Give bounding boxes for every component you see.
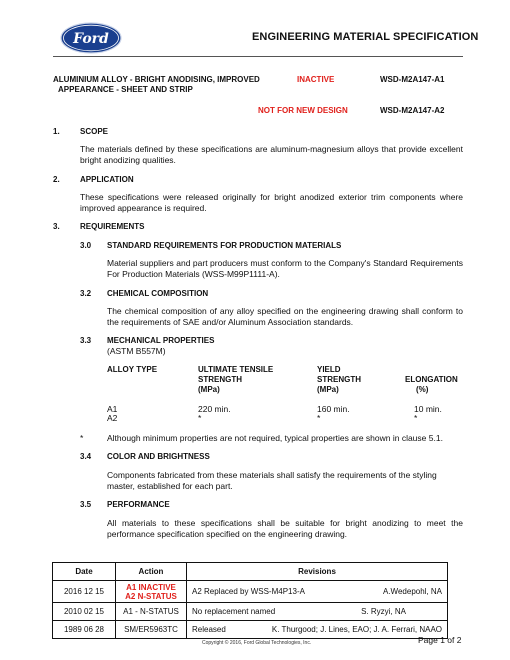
col-header-elongation-unit: (%) (416, 385, 429, 394)
revision-action (116, 581, 187, 603)
subsection-text-standard-requirements: Material suppliers and part producers must conform to the Company's Standard Requirements For Production Materials (WSS-M99P1111-A). (107, 258, 463, 279)
col-header-alloy-type: ALLOY TYPE (107, 365, 158, 374)
table-row (53, 603, 448, 621)
revision-author: S. Ryzyi, NA (361, 607, 406, 616)
revision-action: A1 - N-STATUS (116, 603, 187, 621)
svg-text:Ford: Ford (73, 31, 109, 47)
table-cell-alloy: A2 (107, 413, 118, 423)
copyright-notice: Copyright © 2016, Ford Global Technologies, Inc. (202, 640, 312, 646)
spec-code-a1: WSD-M2A147-A1 (380, 75, 445, 84)
subsection-title-standard-requirements: STANDARD REQUIREMENTS FOR PRODUCTION MATERIALS (107, 241, 342, 250)
subsection-number: 3.0 (80, 241, 92, 250)
col-header-ys-line2: STRENGTH (317, 375, 361, 384)
table-cell-uts: * (198, 413, 202, 423)
revision-author: K. Thurgood; J. Lines, EAO; J. A. Ferrari, NAAO (271, 625, 442, 634)
section-number: 3. (53, 222, 60, 231)
revisions-header-revisions: Revisions (187, 563, 448, 581)
section-text-application: These specifications were released originally for bright anodized exterior trim components where improved appearance is required. (80, 192, 463, 213)
revisions-table (52, 562, 448, 639)
revision-description-cell (187, 603, 448, 621)
revision-action-line2: A2 N-STATUS (125, 591, 177, 601)
subsection-title-performance: PERFORMANCE (107, 500, 170, 509)
revision-description-cell (187, 621, 448, 639)
section-number: 2. (53, 175, 60, 184)
revisions-header-action: Action (116, 563, 187, 581)
spec-code-a2: WSD-M2A147-A2 (380, 106, 445, 115)
section-text-scope: The materials defined by these specifications are aluminum-magnesium alloys that provide excellent bright anodizing qualities. (80, 144, 463, 165)
subsection-number: 3.4 (80, 452, 92, 461)
revision-description: Released (192, 625, 226, 634)
subsection-text-performance: All materials to these specifications shall be suitable for bright anodizing to meet the performance specification specified on the engineering drawing. (107, 518, 463, 539)
subsection-subtitle-astm: (ASTM B557M) (107, 346, 166, 356)
section-title-application: APPLICATION (80, 175, 134, 184)
revision-author: A.Wedepohl, NA (383, 587, 442, 596)
ford-oval-icon (60, 22, 122, 54)
subsection-number: 3.2 (80, 289, 92, 298)
footnote-marker: * (80, 433, 84, 443)
section-title-requirements: REQUIREMENTS (80, 222, 145, 231)
table-cell-uts: 220 min. (198, 404, 231, 414)
subsection-number: 3.3 (80, 336, 92, 345)
col-header-ys-line1: YIELD (317, 365, 341, 374)
revision-action-line1: A1 INACTIVE (126, 582, 176, 592)
col-header-ys-line3: (MPa) (317, 385, 339, 394)
table-cell-ys: 160 min. (317, 404, 350, 414)
subsection-title-color-brightness: COLOR AND BRIGHTNESS (107, 452, 210, 461)
subsection-number: 3.5 (80, 500, 92, 509)
section-title-scope: SCOPE (80, 127, 109, 136)
document-title: ENGINEERING MATERIAL SPECIFICATION (252, 31, 479, 43)
status-not-for-new-design: NOT FOR NEW DESIGN (258, 106, 348, 115)
col-header-uts-line3: (MPa) (198, 385, 220, 394)
ford-logo (60, 22, 122, 54)
table-cell-elongation: 10 min. (414, 404, 442, 414)
revision-action: SM/ER5963TC (116, 621, 187, 639)
table-cell-elongation: * (414, 413, 418, 423)
table-cell-ys: * (317, 413, 321, 423)
revision-date: 1989 06 28 (53, 621, 116, 639)
revisions-header-row (53, 563, 448, 581)
subsection-text-chemical-composition: The chemical composition of any alloy specified on the engineering drawing shall conform to the requirements of SAE and/or Aluminum Association standards. (107, 306, 463, 327)
revisions-header-date: Date (53, 563, 116, 581)
section-number: 1. (53, 127, 60, 136)
page-number: Page 1 of 2 (418, 635, 462, 645)
revision-description-cell (187, 581, 448, 603)
revision-date: 2010 02 15 (53, 603, 116, 621)
table-row (53, 621, 448, 639)
table-cell-alloy: A1 (107, 404, 118, 414)
table-row (53, 581, 448, 603)
revision-description: A2 Replaced by WSS-M4P13-A (192, 587, 305, 596)
subsection-title-chemical-composition: CHEMICAL COMPOSITION (107, 289, 209, 298)
revision-date: 2016 12 15 (53, 581, 116, 603)
col-header-uts-line2: STRENGTH (198, 375, 242, 384)
subsection-title-mechanical-properties: MECHANICAL PROPERTIES (107, 336, 215, 345)
status-inactive: INACTIVE (297, 75, 335, 84)
col-header-uts-line1: ULTIMATE TENSILE (198, 365, 274, 374)
footnote-text: Although minimum properties are not required, typical properties are shown in clause 5.1. (107, 433, 443, 443)
spec-title-line2: APPEARANCE - SHEET AND STRIP (58, 85, 193, 94)
col-header-elongation: ELONGATION (405, 375, 458, 384)
revision-description: No replacement named (192, 607, 276, 616)
subsection-text-color-brightness: Components fabricated from these materials shall satisfy the requirements of the styling master, established for each part. (107, 470, 437, 491)
header-divider (53, 56, 463, 57)
spec-title-line1: ALUMINIUM ALLOY - BRIGHT ANODISING, IMPROVED (53, 75, 260, 84)
